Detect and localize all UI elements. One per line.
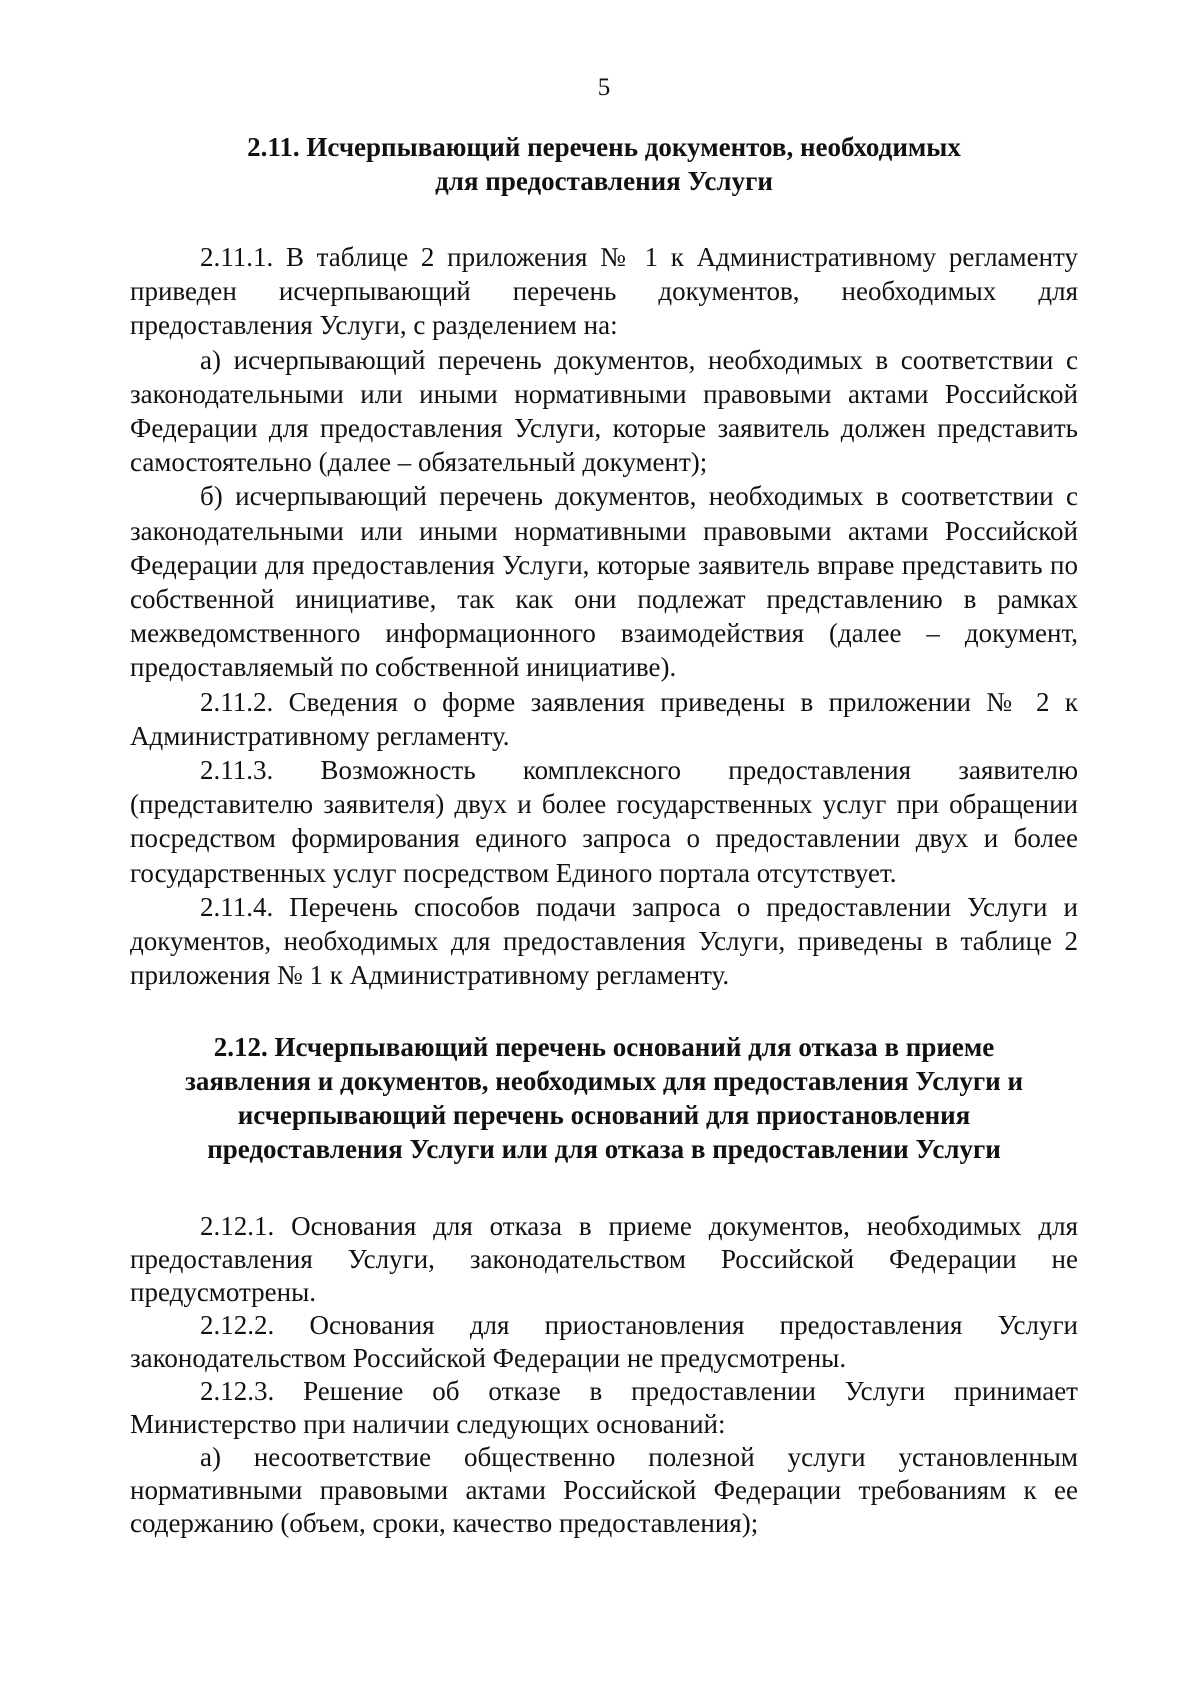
section-title-line: 2.11. Исчерпывающий перечень документов, необходимых [247,132,961,162]
section-2-11-body [130,240,1078,992]
paragraph-2-11-1-a: а) исчерпывающий перечень документов, необходимых в соответствии с законодательными или иными нормативными правовыми актами Российской Федерации для предоставления Услуги, которые заявитель должен представить самостоятельно (далее – обязательный документ); [130,344,1078,478]
section-2-11-title [130,130,1078,198]
paragraph-2-12-3: 2.12.3. Решение об отказе в предоставлении Услуги принимает Министерство при наличии следующих оснований: [130,1376,1078,1440]
section-title-line: предоставления Услуги или для отказа в предоставлении Услуги [207,1134,1001,1165]
section-title-line: 2.12. Исчерпывающий перечень оснований для отказа в приеме [213,1032,995,1063]
section-2-12-title [130,1030,1078,1166]
section-title-line: для предоставления Услуги [435,166,773,196]
paragraph-2-11-3: 2.11.3. Возможность комплексного предоставления заявителю (представителю заявителя) двух и более государственных услуг при обращении посредством формирования единого запроса о предоставлении двух и более государственных услуг посредством Единого портала отсутствует. [130,755,1078,888]
paragraph-2-12-1: 2.12.1. Основания для отказа в приеме документов, необходимых для предоставления Услуги, законодательством Российской Федерации не предусмотрены. [130,1211,1078,1308]
paragraph-2-11-4: 2.11.4. Перечень способов подачи запроса о предоставлении Услуги и документов, необходимых для предоставления Услуги, приведены в таблице 2 приложения № 1 к Административному регламенту. [130,891,1078,991]
paragraph-2-11-1: 2.11.1. В таблице 2 приложения № 1 к Административному регламенту приведен исчерпывающий перечень документов, необходимых для предоставления Услуги, с разделением на: [130,242,1078,341]
paragraph-2-11-1-b: б) исчерпывающий перечень документов, необходимых в соответствии с законодательными или иными нормативными правовыми актами Российской Федерации для предоставления Услуги, которые заявитель вправе представить по собственной инициативе, так как они подлежат представлению в рамках межведомственного информационного взаимодействия (далее – документ, предоставляемый по собственной инициативе). [130,481,1078,683]
section-title-line: заявления и документов, необходимых для предоставления Услуги и [184,1066,1024,1097]
section-2-12-body [130,1210,1078,1540]
page-number: 5 [597,74,611,101]
paragraph-2-12-3-a: а) несоответствие общественно полезной услуги установленным нормативными правовыми актами Российской Федерации требованиям к ее содержанию (объем, сроки, качество предоставления); [130,1442,1078,1539]
section-title-line: исчерпывающий перечень оснований для приостановления [237,1100,971,1131]
paragraph-2-12-2: 2.12.2. Основания для приостановления предоставления Услуги законодательством Российской Федерации не предусмотрены. [130,1310,1078,1374]
paragraph-2-11-2: 2.11.2. Сведения о форме заявления приведены в приложении № 2 к Административному регламенту. [130,686,1078,751]
